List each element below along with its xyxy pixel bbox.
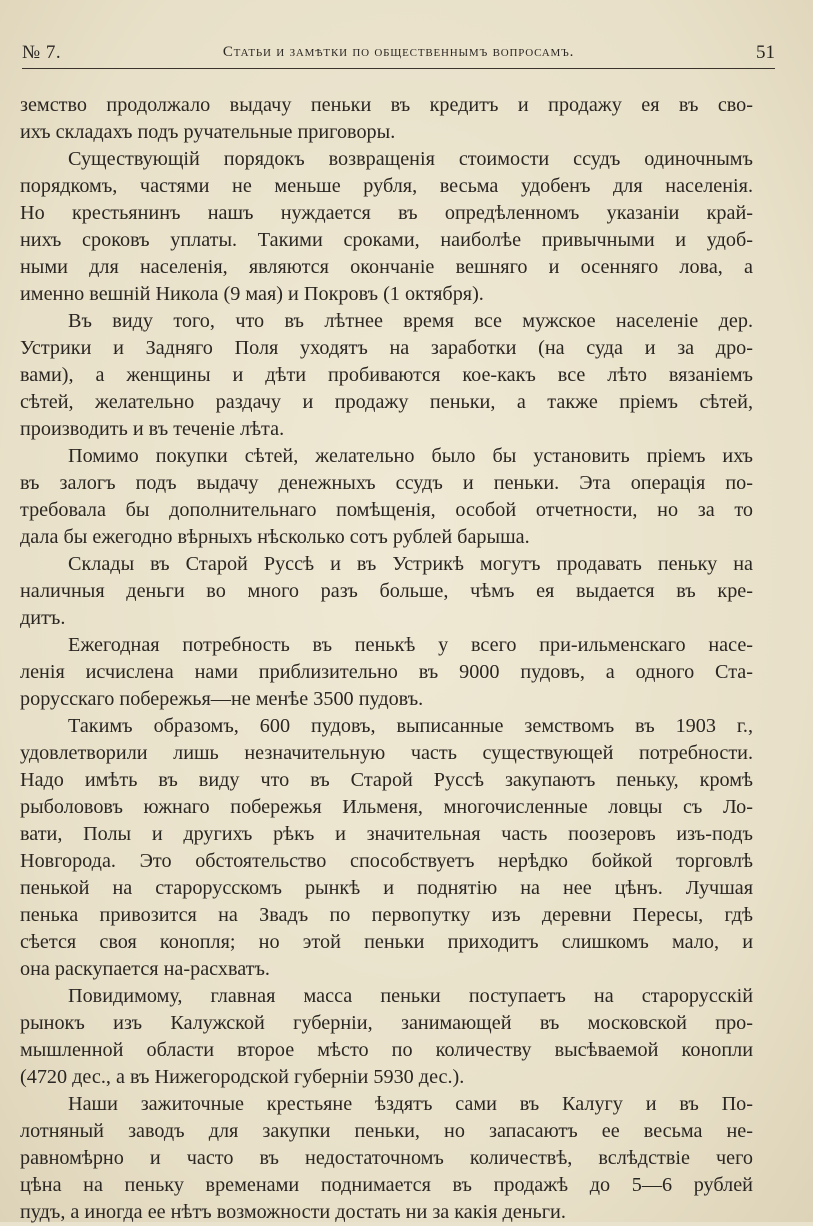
paragraph [20, 983, 753, 1091]
text-line: дала бы ежегодно вѣрныхъ нѣсколько сотъ рублей барыша. [20, 526, 530, 548]
paragraph [20, 92, 753, 146]
text-line: ихъ складахъ подъ ручательные приговоры. [20, 121, 396, 143]
article-body [20, 92, 753, 1226]
text-line: требовала бы дополнительнаго помѣщенія, особой отчетности, но за то [20, 499, 753, 521]
text-line: ными для населенія, являются окончаніе вешняго и осенняго лова, а [20, 256, 753, 278]
text-line: дитъ. [20, 607, 66, 629]
text-line: сѣется своя конопля; но этой пеньки приходитъ слишкомъ мало, и [20, 931, 753, 953]
text-line: земство продолжало выдачу пеньки въ кредитъ и продажу ея въ сво- [20, 94, 753, 116]
text-line: рынокъ изъ Калужской губерніи, занимающей въ московской про- [20, 1012, 753, 1034]
text-line: вати, Полы и другихъ рѣкъ и значительная часть поозеровъ изъ-подъ [20, 823, 753, 845]
paragraph [20, 308, 753, 443]
text-line: она раскупается на-расхватъ. [20, 958, 270, 980]
text-line: рыболововъ южнаго побережья Ильменя, многочисленные ловцы съ Ло- [20, 796, 753, 818]
text-line: (4720 дес., а въ Нижегородской губерніи 5930 дес.). [20, 1066, 465, 1088]
text-line: Въ виду того, что въ лѣтнее время все мужское населеніе дер. [68, 310, 753, 332]
paragraph [20, 551, 753, 632]
text-line: Повидимому, главная масса пеньки поступаетъ на старорусскій [68, 985, 753, 1007]
paragraph [20, 443, 753, 551]
text-line: пенькой на старорусскомъ рынкѣ и поднятію на нее цѣнъ. Лучшая [20, 877, 753, 899]
text-line: Такимъ образомъ, 600 пудовъ, выписанные земствомъ въ 1903 г., [68, 715, 753, 737]
text-line: Новгорода. Это обстоятельство способствуетъ нерѣдко бойкой торговлѣ [20, 850, 753, 872]
paragraph [20, 713, 753, 983]
text-line: цѣна на пеньку временами поднимается въ продажѣ до 5—6 рублей [20, 1174, 753, 1196]
text-line: порядкомъ, частями не меньше рубля, весьма удобенъ для населенія. [20, 175, 753, 197]
text-line: Склады въ Старой Руссѣ и въ Устрикѣ могутъ продавать пеньку на [68, 553, 753, 575]
paragraph [20, 632, 753, 713]
text-line: Устрики и Задняго Поля уходятъ на заработки (на суда и за дро- [20, 337, 753, 359]
text-line: вами), а женщины и дѣти пробиваются кое-какъ все лѣто вязаніемъ [20, 364, 753, 386]
text-line: пенька привозится на Звадъ по первопутку изъ деревни Пересы, гдѣ [20, 904, 753, 926]
text-line: производить и въ теченіе лѣта. [20, 418, 285, 440]
text-line: Наши зажиточные крестьяне ѣздятъ сами въ Калугу и въ По- [68, 1093, 753, 1115]
text-line: Но крестьянинъ нашъ нуждается въ опредѣленномъ указаніи край- [20, 202, 753, 224]
text-line: Надо имѣть въ виду что въ Старой Руссѣ закупаютъ пеньку, кромѣ [20, 769, 753, 791]
text-line: Помимо покупки сѣтей, желательно было бы установить пріемъ ихъ [68, 445, 753, 467]
text-line: въ залогъ подъ выдачу денежныхъ ссудъ и пеньки. Эта операція по- [20, 472, 753, 494]
text-line: рорусскаго побережья—не менѣе 3500 пудовъ. [20, 688, 424, 710]
text-line: лотняный заводъ для закупки пеньки, но запасаютъ ее весьма не- [20, 1120, 753, 1142]
issue-number: № 7. [22, 42, 62, 63]
text-line: мышленной области второе мѣсто по количеству высѣваемой конопли [20, 1039, 753, 1061]
text-line: равномѣрно и часто въ недостаточномъ количествѣ, вслѣдствіе чего [20, 1147, 753, 1169]
running-title: Статьи и замѣтки по общественнымъ вопросамъ. [222, 44, 575, 60]
text-line: пудъ, а иногда ее нѣтъ возможности достать ни за какія деньги. [20, 1201, 566, 1223]
page-number: 51 [756, 42, 775, 63]
text-line: ленія исчислена нами приблизительно въ 9000 пудовъ, а одного Ста- [20, 661, 753, 683]
text-line: удовлетворили лишь незначительную часть существующей потребности. [20, 742, 753, 764]
text-line: нихъ сроковъ уплаты. Такими сроками, наиболѣе привычными и удоб- [20, 229, 753, 251]
text-line: наличныя деньги во много разъ больше, чѣмъ ея выдается въ кре- [20, 580, 753, 602]
text-line: сѣтей, желательно раздачу и продажу пеньки, а также пріемъ сѣтей, [20, 391, 753, 413]
running-header [22, 40, 775, 69]
paragraph [20, 146, 753, 308]
paragraph [20, 1091, 753, 1226]
text-line: Ежегодная потребность въ пенькѣ у всего при-ильменскаго насе- [68, 634, 753, 656]
text-line: именно вешній Никола (9 мая) и Покровъ (1 октября). [20, 283, 484, 305]
text-line: Существующій порядокъ возвращенія стоимости ссудъ одиночнымъ [68, 148, 753, 170]
